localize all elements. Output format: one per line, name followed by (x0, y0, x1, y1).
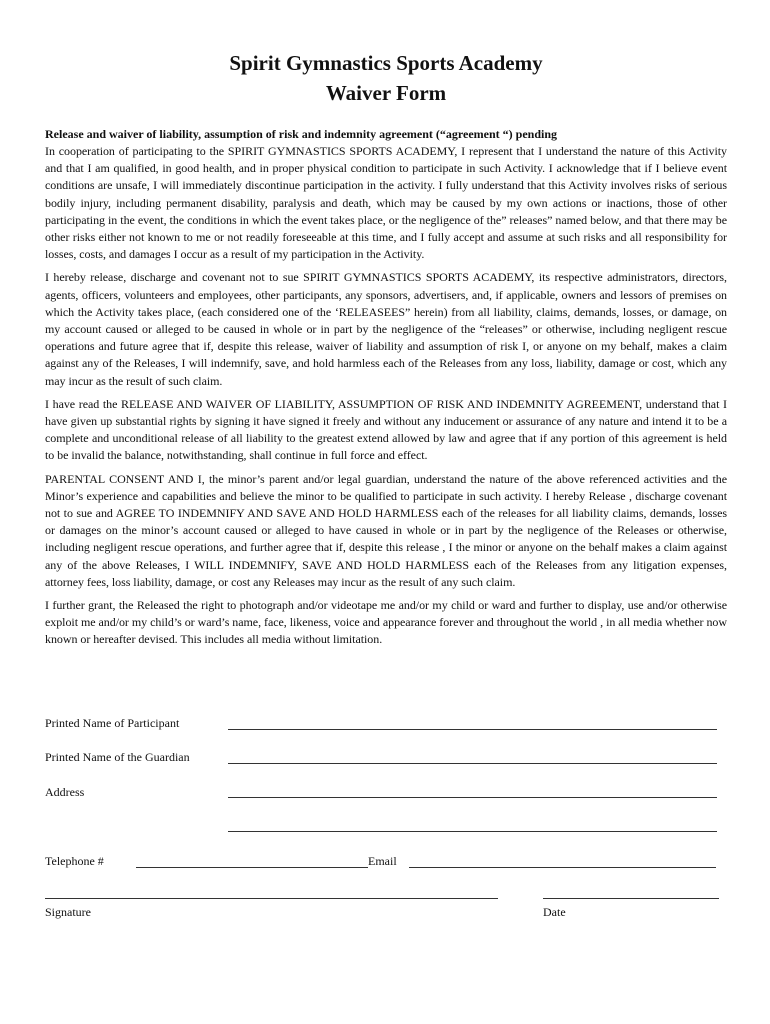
telephone-field[interactable] (136, 867, 368, 868)
address-row-2 (45, 817, 720, 837)
document-title-line1: Spirit Gymnastics Sports Academy (229, 51, 543, 75)
address-row (45, 783, 720, 803)
signature-field[interactable] (45, 898, 498, 899)
participant-row (45, 714, 720, 734)
email-field[interactable] (409, 867, 716, 868)
waiver-document (45, 48, 727, 655)
contact-row (45, 852, 720, 872)
date-field[interactable] (543, 898, 719, 899)
paragraph-media-release: I further grant, the Released the right to photograph and/or videotape me and/or my child or ward and further to display, use and/or otherwise exploit me and/or my child’s or ward’s name, face, likeness, voice and appearance forever and throughout the world , in all media whether now known or hereafter devised. This includes all media without limitation. (45, 598, 727, 647)
agreement-heading: Release and waiver of liability, assumption of risk and indemnity agreement (“agreement “) pending (45, 127, 558, 141)
paragraph-acknowledgement: I have read the RELEASE AND WAIVER OF LIABILITY, ASSUMPTION OF RISK AND INDEMNITY AGREEMENT, understand that I have given up substantial rights by signing it have signed it freely and without any inducement or assurance of any nature and intend it to be a complete and unconditional release of all liability to the greatest extend allowed by law and agree that if any portion of this agreement is held to be invalid the balance, notwithstanding, shall continue in full force and effect. (45, 396, 727, 463)
address-field-line2[interactable] (228, 831, 717, 832)
document-title-line2: Waiver Form (325, 81, 447, 105)
paragraph-parental-consent: PARENTAL CONSENT AND I, the minor’s parent and/or legal guardian, understand the nature of the above referenced activities and the Minor’s experience and capabilities and believe the minor to be qualified to participate in such activity. I hereby Release , discharge covenant not to sue and AGREE TO INDEMNIFY AND SAVE AND HOLD HARMLESS each of the releases for all liability claims, demands, losses or damages on the minor’s account caused or alleged to have caused in whole or in part by the negligence of the Releases or otherwise, including negligent rescue operations, and further agree that if, despite this release , I the minor or anyone on the behalf makes a claim against any of the above Releases, I WILL INDEMNIFY, SAVE AND HOLD HARMLESS each of the Releases from any litigation expenses, attorney fees, loss liability, damage, or cost any Releases may incur as the result of any such claim. (45, 471, 727, 589)
telephone-label: Telephone # (45, 854, 104, 868)
participant-name-field[interactable] (228, 729, 717, 730)
guardian-name-field[interactable] (228, 763, 717, 764)
address-field-line1[interactable] (228, 797, 717, 798)
guardian-row (45, 748, 720, 768)
date-label: Date (543, 905, 566, 919)
signature-label: Signature (45, 905, 91, 919)
email-label: Email (368, 854, 397, 868)
address-label: Address (45, 785, 85, 799)
paragraph-participation: In cooperation of participating to the SPIRIT GYMNASTICS SPORTS ACADEMY, I represent that I understand the nature of this Activity and that I am qualified, in good health, and in proper physical condition to participate in such Activity. I acknowledge that if I believe event conditions are unsafe, I will immediately discontinue participation in the activity. I fully understand that this Activity involves risks of serious bodily injury, including permanent disability, paralysis and death, which may be caused by my own actions or inactions, those of other participating in the event, the conditions in which the event takes place, or the negligence of the” releases” named below, and that there may be other risks either not known to me or not readily foreseeable at this time, and I fully accept and assume at such risks and all responsibility for losses, costs, and damages I occur as a result of my participation in the Activity. (45, 144, 727, 262)
signature-labels-row (45, 903, 720, 923)
participant-name-label: Printed Name of Participant (45, 716, 180, 730)
paragraph-release: I hereby release, discharge and covenant not to sue SPIRIT GYMNASTICS SPORTS ACADEMY, its respective administrators, directors, agents, officers, volunteers and employees, other participants, any sponsors, advertisers, and, if applicable, owners and lessors of premises on which the Activity takes place, (each considered one of the ‘RELEASEES” herein) from all liability, claims, demands, losses, or damage, on my account caused or alleged to be caused in whole or in part by the negligence of the “releases” or otherwise, including negligent rescue operations and future agree that if, despite this release, waiver of liability and assumption of risk I, or anyone on my behalf, makes a claim against any of the Releases, I will indemnify, save, and hold harmless each of the Releases from any loss, liability, damage or cost, which any may incur as the result of such claim. (45, 270, 727, 388)
guardian-name-label: Printed Name of the Guardian (45, 750, 190, 764)
